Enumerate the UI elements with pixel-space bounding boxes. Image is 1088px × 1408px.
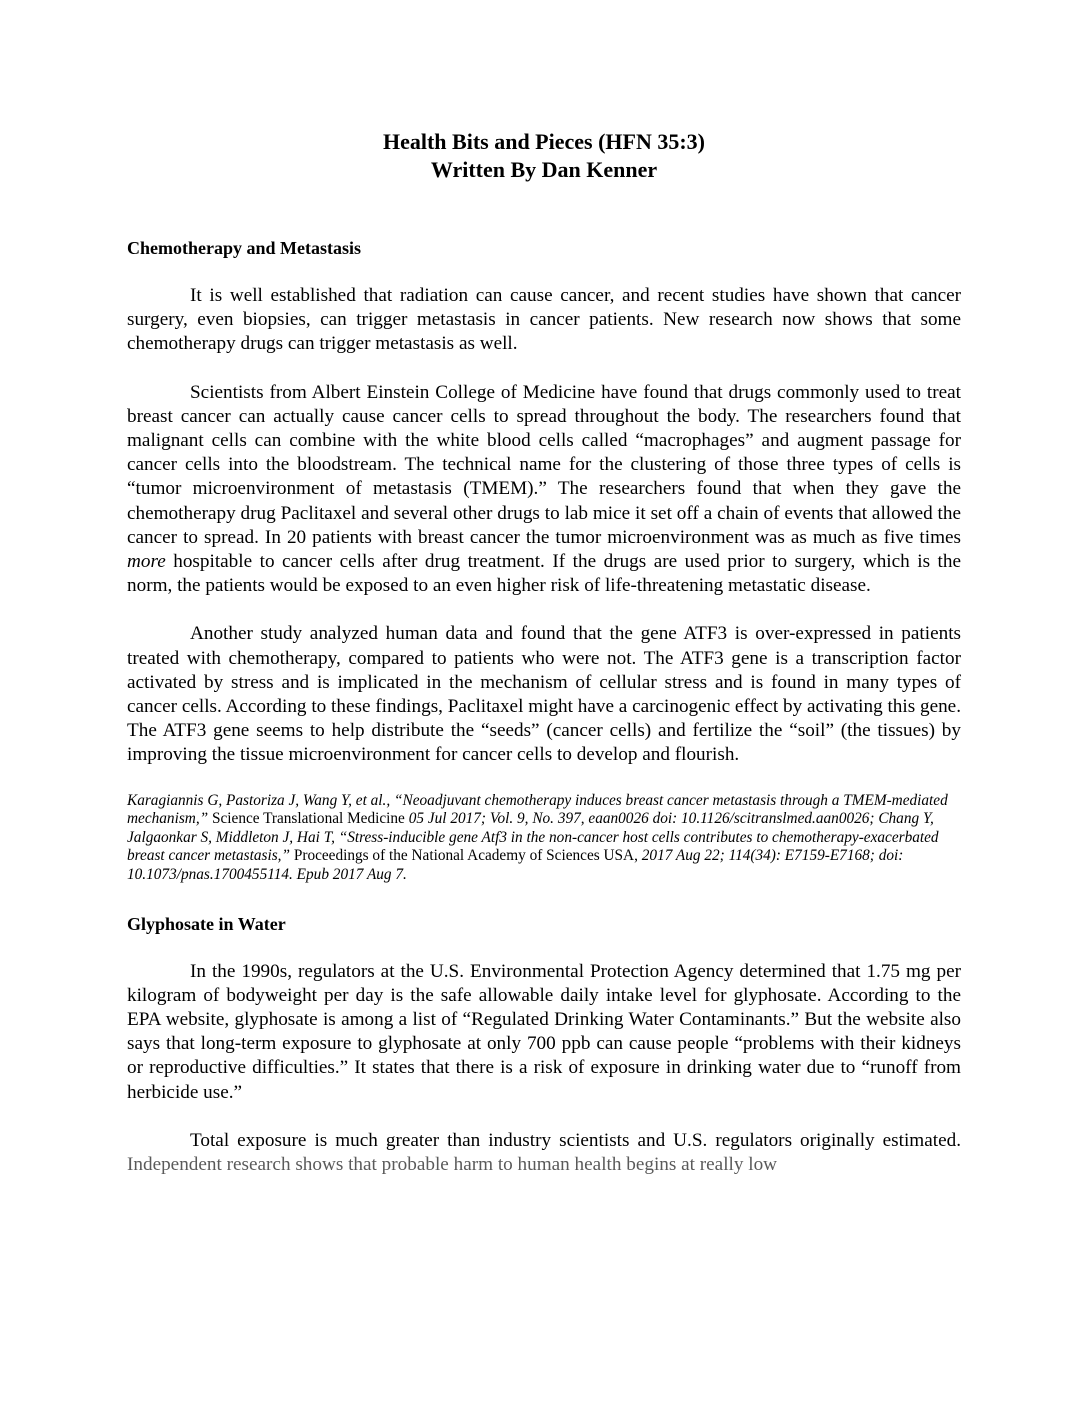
paragraph-text: Total exposure is much greater than industry scientists and U.S. regulators originally estimated. [190, 1129, 961, 1151]
section-glyphosate-in-water [127, 912, 961, 1178]
citation-journal: Science Translational Medicine [208, 810, 409, 828]
paragraph: It is well established that radiation can cause cancer, and recent studies have shown that cancer surgery, even biopsies, can trigger metastasis in cancer patients. New research now shows that some chemotherapy drugs can trigger metastasis as well. [127, 285, 961, 355]
citation-journal: Proceedings of the National Academy of Sciences USA, [290, 847, 642, 865]
paragraph-text: hospitable to cancer cells after drug treatment. If the drugs are used prior to surgery, which is the norm, the patients would be exposed to an even higher risk of life-threatening metastatic disease. [127, 551, 961, 597]
paragraph-text: Scientists from Albert Einstein College of Medicine have found that drugs commonly used to treat breast cancer can actually cause cancer cells to spread throughout the body. The researchers found that malignant cells can combine with the white blood cells called “macrophages” and augment passage for cancer cells into the bloodstream. The technical name for the clustering of those three types of cells is “tumor microenvironment of metastasis (TMEM).” The researchers found that when they gave the chemotherapy drug Paclitaxel and several other drugs to lab mice it set off a chain of events that allowed the cancer to spread. In 20 patients with breast cancer the tumor microenvironment was as much as five times [127, 381, 961, 548]
document-title [127, 128, 961, 184]
document-page [127, 128, 961, 1201]
section-heading: Glyphosate in Water [127, 913, 286, 934]
paragraph: In the 1990s, regulators at the U.S. Environmental Protection Agency determined that 1.75 mg per kilogram of bodyweight per day is the safe allowable daily intake level for glyphosate. According to the EPA website, glyphosate is among a list of “Regulated Drinking Water Contaminants.” But the website also says that long-term exposure to glyphosate at only 700 ppb can cause people “problems with their kidneys or reproductive difficulties.” It states that there is a risk of exposure in drinking water due to “runoff from herbicide use.” [127, 960, 961, 1103]
section-chemotherapy-metastasis [127, 236, 961, 885]
title-line-1: Health Bits and Pieces (HFN 35:3) [382, 129, 706, 154]
citation-text: Karagiannis G, Pastoriza J, Wang Y, et al., “Neoadjuvant chemotherapy induces breast cancer metastasis through a TMEM-mediated mechanism,” [127, 791, 948, 828]
author-byline: Written By Dan Kenner [430, 157, 658, 182]
citation-text: 2017 Aug 22; 114(34): E7159-E7168; doi: 10.1073/pnas.1700455114. Epub 2017 Aug 7. [127, 847, 904, 884]
paragraph: Another study analyzed human data and found that the gene ATF3 is over-expressed in patients treated with chemotherapy, compared to patients who were not. The ATF3 gene is a transcription factor activated by stress and is implicated in the mechanism of cellular stress and is found in many types of cancer cells. According to these findings, Paclitaxel might have a carcinogenic effect by activating this gene. The ATF3 gene seems to help distribute the “seeds” (cancer cells) and fertilize the “soil” (the tissues) by improving the tissue microenvironment for cancer cells to develop and flourish. [127, 623, 961, 766]
faded-paragraph-text: Independent research shows that probable harm to human health begins at really low [127, 1154, 778, 1176]
citation-text: 05 Jul 2017; Vol. 9, No. 397, eaan0026 doi: 10.1126/scitranslmed.aan0026; Chang Y, Jalgaonkar S, Middleton J, Hai T, “Stress-inducible gene Atf3 in the non-cancer host cells contributes to chemotherapy-exacerbated breast cancer metastasis,” [127, 810, 939, 865]
citation-block [127, 792, 961, 885]
emphasis-text: more [127, 551, 166, 573]
paragraph [127, 1129, 961, 1177]
paragraph [127, 381, 961, 599]
section-heading: Chemotherapy and Metastasis [127, 238, 361, 258]
